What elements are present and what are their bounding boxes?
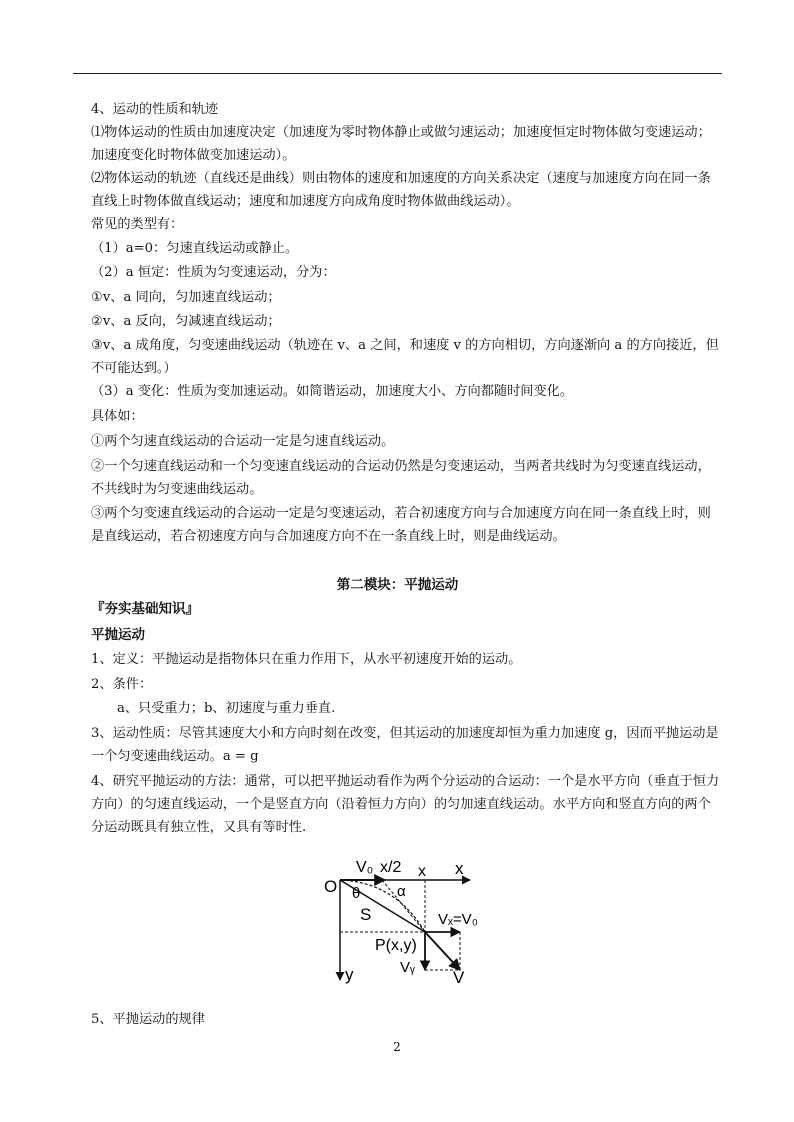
example-3: ③两个匀变速直线运动的合运动一定是匀变速运动，若合初速度方向与合加速度方向在同一条直线上时，则是直线运动，若合初速度方向与合加速度方向不在一条直线上时，则是曲线运动。 [91, 506, 711, 544]
label-alpha: α [397, 883, 406, 900]
label-s: S [360, 905, 372, 924]
type-2-c: ③v、a 成角度，匀变速曲线运动（轨迹在 v、a 之间，和速度 v 的方向相切，方向逐渐向 a 的方向接近，但不可能达到。） [91, 338, 719, 376]
common-types: 常见的类型有： [91, 217, 184, 232]
type-2-b: ②v、a 反向，匀减速直线运动； [91, 314, 281, 329]
conditions-detail: a、只受重力；b、初速度与重力垂直. [117, 701, 336, 716]
paragraph-2: ⑵物体运动的轨迹（直线还是曲线）则由物体的速度和加速度的方向关系决定（速度与加速度方向在同一条直线上时物体做直线运动；速度和加速度方向成角度时物体做曲线运动）。 [91, 171, 711, 209]
type-2-a: ①v、a 同向，匀加速直线运动； [91, 290, 281, 305]
label-vy: Vᵧ [400, 959, 415, 976]
projectile-heading: 平抛运动 [91, 627, 145, 643]
label-vx: Vₓ=V₀ [438, 911, 478, 928]
label-y-axis: y [345, 965, 354, 984]
label-x-half: x/2 [380, 859, 402, 876]
laws-heading: 5、平抛运动的规律 [91, 1012, 205, 1027]
label-v: V [453, 968, 465, 987]
page-number: 2 [393, 1040, 401, 1054]
label-v0: V₀ [356, 859, 374, 876]
header-rule [73, 73, 722, 74]
label-p: P(x,y) [375, 937, 417, 954]
motion-nature: 3、运动性质：尽管其速度大小和方向时刻在改变，但其运动的加速度却恒为重力加速度 g，因而平抛运动是一个匀变速曲线运动。a = g [91, 726, 719, 764]
type-3: （3）a 变化：性质为变加速运动。如简谐运动，加速度大小、方向都随时间变化。 [91, 384, 574, 399]
definition: 1、定义：平抛运动是指物体只在重力作用下，从水平初速度开始的运动。 [91, 652, 522, 667]
label-origin: O [324, 877, 338, 896]
label-x-mark: x [418, 863, 426, 880]
velocity-arrow [425, 932, 460, 970]
label-x-axis: x [455, 859, 464, 878]
conditions: 2、条件： [91, 677, 153, 692]
examples: 具体如： [91, 409, 144, 424]
research-method: 4、研究平抛运动的方法：通常，可以把平抛运动看作为两个分运动的合运动：一个是水平方向（垂直于恒力方向）的匀速直线运动，一个是竖直方向（沿着恒力方向）的匀加速直线运动。水平方向和竖直方向的两个分运动既具有独立性，又具有等时性. [91, 774, 720, 835]
example-2: ②一个匀速直线运动和一个匀变速直线运动的合运动仍然是匀变速运动，当两者共线时为匀变速直线运动，不共线时为匀变速曲线运动。 [91, 459, 711, 497]
module-heading: 第二模块：平抛运动 [336, 577, 459, 593]
section-4-title: 4、运动的性质和轨迹 [91, 102, 219, 117]
type-2: （2）a 恒定：性质为匀变速运动，分为： [91, 265, 336, 280]
type-1: （1）a=0：匀速直线运动或静止。 [91, 241, 299, 256]
label-theta: θ [352, 885, 361, 902]
paragraph-1: ⑴物体运动的性质由加速度决定（加速度为零时物体静止或做匀速运动；加速度恒定时物体做匀变速运动；加速度变化时物体做变加速运动）。 [91, 125, 711, 163]
basic-knowledge-heading: 『夯实基础知识』 [91, 601, 199, 617]
projectile-diagram [300, 840, 500, 990]
example-1: ①两个匀速直线运动的合运动一定是匀速直线运动。 [91, 434, 395, 449]
